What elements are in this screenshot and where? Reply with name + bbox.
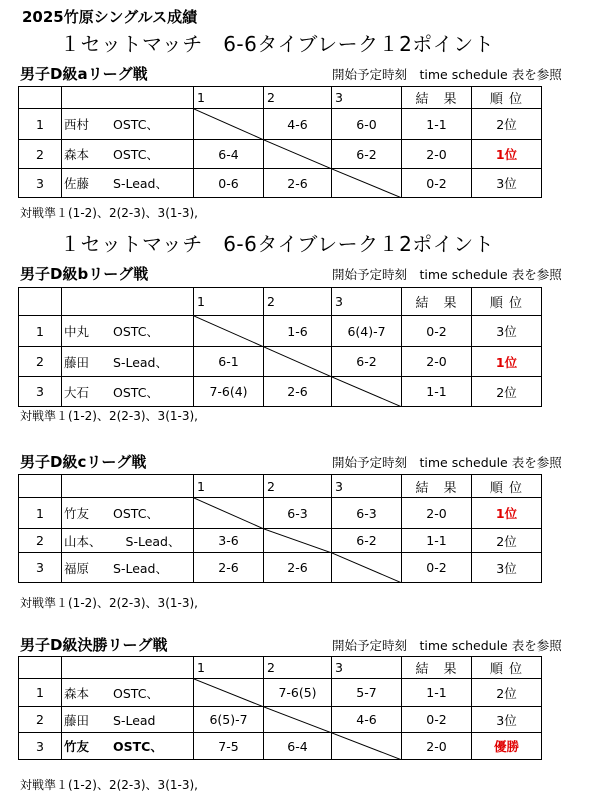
player-club: S-Lead xyxy=(113,712,156,728)
schedule-note-c: 開始予定時刻 time schedule 表を参照 xyxy=(332,455,562,470)
league-table xyxy=(18,86,542,198)
table-row xyxy=(19,529,542,553)
header-result: 結 果 xyxy=(402,288,472,316)
rank-cell: 2位 xyxy=(472,109,542,140)
player-cell xyxy=(62,707,194,733)
diagonal-blank-cell xyxy=(332,169,402,198)
header-col-1: 1 xyxy=(194,657,264,679)
rank-cell: 2位 xyxy=(472,377,542,407)
header-col-2: 2 xyxy=(264,657,332,679)
header-blank-name xyxy=(62,87,194,109)
player-number: 1 xyxy=(19,679,62,707)
player-name: 大石 xyxy=(64,384,90,400)
player-cell xyxy=(62,529,194,553)
player-name: 森本 xyxy=(64,147,90,162)
player-number: 2 xyxy=(19,529,62,553)
score-vs-3: 5-7 xyxy=(332,679,402,707)
league-table xyxy=(18,656,542,760)
league-title-final: 男子D級決勝リーグ戦 xyxy=(20,636,168,654)
diagonal-line xyxy=(264,347,332,377)
header-col-1: 1 xyxy=(194,87,264,109)
pairing-note-b: 対戦準１(1-2)、2(2-3)、3(1-3), xyxy=(20,409,198,423)
table-header-row xyxy=(19,657,542,679)
player-cell xyxy=(62,733,194,760)
score-vs-1: 6(5)-7 xyxy=(194,707,264,733)
player-name: 竹友 xyxy=(64,739,90,754)
player-club: S-Lead、 xyxy=(125,533,181,549)
player-number: 1 xyxy=(19,109,62,140)
player-number: 3 xyxy=(19,169,62,198)
player-cell xyxy=(62,679,194,707)
diagonal-line xyxy=(332,169,402,198)
rank-cell: 3位 xyxy=(472,316,542,347)
header-rank: 順 位 xyxy=(472,87,542,109)
result-cell: 1-1 xyxy=(402,679,472,707)
player-name: 福原 xyxy=(64,560,90,576)
match-rule-a: １セットマッチ 6-6タイブレーク１2ポイント xyxy=(60,32,495,56)
result-cell: 0-2 xyxy=(402,169,472,198)
header-col-3: 3 xyxy=(332,87,402,109)
diagonal-line xyxy=(194,498,264,529)
player-number: 2 xyxy=(19,347,62,377)
table-row xyxy=(19,316,542,347)
player-club: OSTC、 xyxy=(113,384,159,400)
header-col-3: 3 xyxy=(332,288,402,316)
score-vs-2: 2-6 xyxy=(264,169,332,198)
result-cell: 2-0 xyxy=(402,733,472,760)
header-rank: 順 位 xyxy=(472,475,542,498)
diagonal-blank-cell xyxy=(194,109,264,140)
diagonal-blank-cell xyxy=(194,679,264,707)
player-number: 3 xyxy=(19,377,62,407)
player-cell xyxy=(62,347,194,377)
table-row xyxy=(19,707,542,733)
header-col-2: 2 xyxy=(264,475,332,498)
score-vs-1: 7-6(4) xyxy=(194,377,264,407)
score-vs-1: 7-5 xyxy=(194,733,264,760)
diagonal-line xyxy=(194,679,264,707)
table-row xyxy=(19,553,542,583)
player-club: OSTC、 xyxy=(113,506,159,521)
player-cell xyxy=(62,498,194,529)
header-blank-name xyxy=(62,475,194,498)
diagonal-blank-cell xyxy=(264,347,332,377)
table-row xyxy=(19,733,542,760)
rank-cell: 1位 xyxy=(472,347,542,377)
rank-cell: 1位 xyxy=(472,140,542,169)
diagonal-line xyxy=(332,377,402,407)
diagonal-blank-cell xyxy=(332,553,402,583)
player-cell xyxy=(62,169,194,198)
player-name: 藤田 xyxy=(64,712,90,728)
player-number: 2 xyxy=(19,140,62,169)
league-table xyxy=(18,287,542,407)
player-club: OSTC、 xyxy=(113,324,159,339)
table-row xyxy=(19,679,542,707)
diagonal-line xyxy=(264,529,332,553)
player-number: 2 xyxy=(19,707,62,733)
player-cell xyxy=(62,140,194,169)
league-title-b: 男子D級bリーグ戦 xyxy=(20,265,149,283)
header-col-3: 3 xyxy=(332,475,402,498)
diagonal-line xyxy=(264,707,332,733)
score-vs-2: 6-3 xyxy=(264,498,332,529)
header-col-1: 1 xyxy=(194,288,264,316)
rank-cell: 3位 xyxy=(472,553,542,583)
diagonal-blank-cell xyxy=(264,529,332,553)
player-number: 3 xyxy=(19,733,62,760)
table-row xyxy=(19,377,542,407)
score-vs-1: 6-1 xyxy=(194,347,264,377)
score-vs-3: 6-2 xyxy=(332,347,402,377)
rank-cell: 優勝 xyxy=(472,733,542,760)
diagonal-blank-cell xyxy=(332,377,402,407)
player-number: 3 xyxy=(19,553,62,583)
score-vs-2: 2-6 xyxy=(264,553,332,583)
header-blank-num xyxy=(19,657,62,679)
player-cell xyxy=(62,109,194,140)
score-vs-1: 6-4 xyxy=(194,140,264,169)
header-rank: 順 位 xyxy=(472,657,542,679)
result-cell: 1-1 xyxy=(402,529,472,553)
player-club: OSTC、 xyxy=(113,147,159,162)
player-name: 山本、 xyxy=(64,533,102,549)
rank-cell: 2位 xyxy=(472,679,542,707)
header-blank-name xyxy=(62,288,194,316)
result-cell: 2-0 xyxy=(402,140,472,169)
score-vs-3: 6-2 xyxy=(332,529,402,553)
table-row xyxy=(19,347,542,377)
pairing-note-c: 対戦準１(1-2)、2(2-3)、3(1-3), xyxy=(20,596,198,610)
score-vs-2: 4-6 xyxy=(264,109,332,140)
score-vs-2: 7-6(5) xyxy=(264,679,332,707)
schedule-note-a: 開始予定時刻 time schedule 表を参照 xyxy=(332,67,562,82)
result-cell: 0-2 xyxy=(402,316,472,347)
score-vs-3: 4-6 xyxy=(332,707,402,733)
diagonal-line xyxy=(332,553,402,583)
player-cell xyxy=(62,553,194,583)
player-club: OSTC、 xyxy=(113,739,163,754)
score-vs-3: 6-0 xyxy=(332,109,402,140)
score-vs-3: 6-2 xyxy=(332,140,402,169)
score-vs-1: 3-6 xyxy=(194,529,264,553)
table-header-row xyxy=(19,288,542,316)
header-blank-name xyxy=(62,657,194,679)
header-blank-num xyxy=(19,288,62,316)
table-header-row xyxy=(19,475,542,498)
result-cell: 0-2 xyxy=(402,707,472,733)
diagonal-line xyxy=(332,733,402,760)
player-name: 森本 xyxy=(64,685,90,701)
score-vs-2: 6-4 xyxy=(264,733,332,760)
player-name: 西村 xyxy=(64,117,90,132)
schedule-note-b: 開始予定時刻 time schedule 表を参照 xyxy=(332,267,562,282)
header-result: 結 果 xyxy=(402,475,472,498)
player-club: OSTC、 xyxy=(113,117,159,132)
rank-cell: 3位 xyxy=(472,707,542,733)
result-cell: 1-1 xyxy=(402,377,472,407)
diagonal-blank-cell xyxy=(194,316,264,347)
table-row xyxy=(19,169,542,198)
header-col-2: 2 xyxy=(264,288,332,316)
header-col-3: 3 xyxy=(332,657,402,679)
player-club: S-Lead、 xyxy=(113,560,168,576)
league-title-a: 男子D級aリーグ戦 xyxy=(20,65,148,83)
diagonal-blank-cell xyxy=(264,707,332,733)
rank-cell: 3位 xyxy=(472,169,542,198)
table-header-row xyxy=(19,87,542,109)
header-result: 結 果 xyxy=(402,657,472,679)
player-club: S-Lead、 xyxy=(113,176,168,191)
document-title: 2025竹原シングルス成績 xyxy=(22,8,198,26)
player-name: 中丸 xyxy=(64,324,90,339)
header-col-1: 1 xyxy=(194,475,264,498)
score-vs-3: 6-3 xyxy=(332,498,402,529)
score-vs-1: 0-6 xyxy=(194,169,264,198)
diagonal-line xyxy=(264,140,332,169)
diagonal-blank-cell xyxy=(332,733,402,760)
league-table xyxy=(18,474,542,583)
diagonal-line xyxy=(194,109,264,140)
diagonal-blank-cell xyxy=(194,498,264,529)
header-result: 結 果 xyxy=(402,87,472,109)
match-rule-b: １セットマッチ 6-6タイブレーク１2ポイント xyxy=(60,232,495,256)
result-cell: 0-2 xyxy=(402,553,472,583)
player-name: 佐藤 xyxy=(64,176,90,191)
result-cell: 1-1 xyxy=(402,109,472,140)
schedule-note-final: 開始予定時刻 time schedule 表を参照 xyxy=(332,638,562,653)
player-name: 藤田 xyxy=(64,354,90,370)
header-rank: 順 位 xyxy=(472,288,542,316)
table-row xyxy=(19,498,542,529)
table-row xyxy=(19,109,542,140)
score-vs-2: 1-6 xyxy=(264,316,332,347)
player-club: OSTC、 xyxy=(113,685,159,701)
result-cell: 2-0 xyxy=(402,347,472,377)
diagonal-line xyxy=(194,316,264,347)
header-blank-num xyxy=(19,87,62,109)
player-number: 1 xyxy=(19,498,62,529)
player-cell xyxy=(62,377,194,407)
score-vs-1: 2-6 xyxy=(194,553,264,583)
pairing-note-a: 対戦準１(1-2)、2(2-3)、3(1-3), xyxy=(20,206,198,220)
rank-cell: 1位 xyxy=(472,498,542,529)
header-blank-num xyxy=(19,475,62,498)
result-cell: 2-0 xyxy=(402,498,472,529)
player-club: S-Lead、 xyxy=(113,354,168,370)
header-col-2: 2 xyxy=(264,87,332,109)
player-cell xyxy=(62,316,194,347)
player-name: 竹友 xyxy=(64,506,90,521)
pairing-note-final: 対戦準１(1-2)、2(2-3)、3(1-3), xyxy=(20,778,198,792)
league-title-c: 男子D級cリーグ戦 xyxy=(20,453,147,471)
table-row xyxy=(19,140,542,169)
score-vs-2: 2-6 xyxy=(264,377,332,407)
rank-cell: 2位 xyxy=(472,529,542,553)
diagonal-blank-cell xyxy=(264,140,332,169)
score-vs-3: 6(4)-7 xyxy=(332,316,402,347)
player-number: 1 xyxy=(19,316,62,347)
